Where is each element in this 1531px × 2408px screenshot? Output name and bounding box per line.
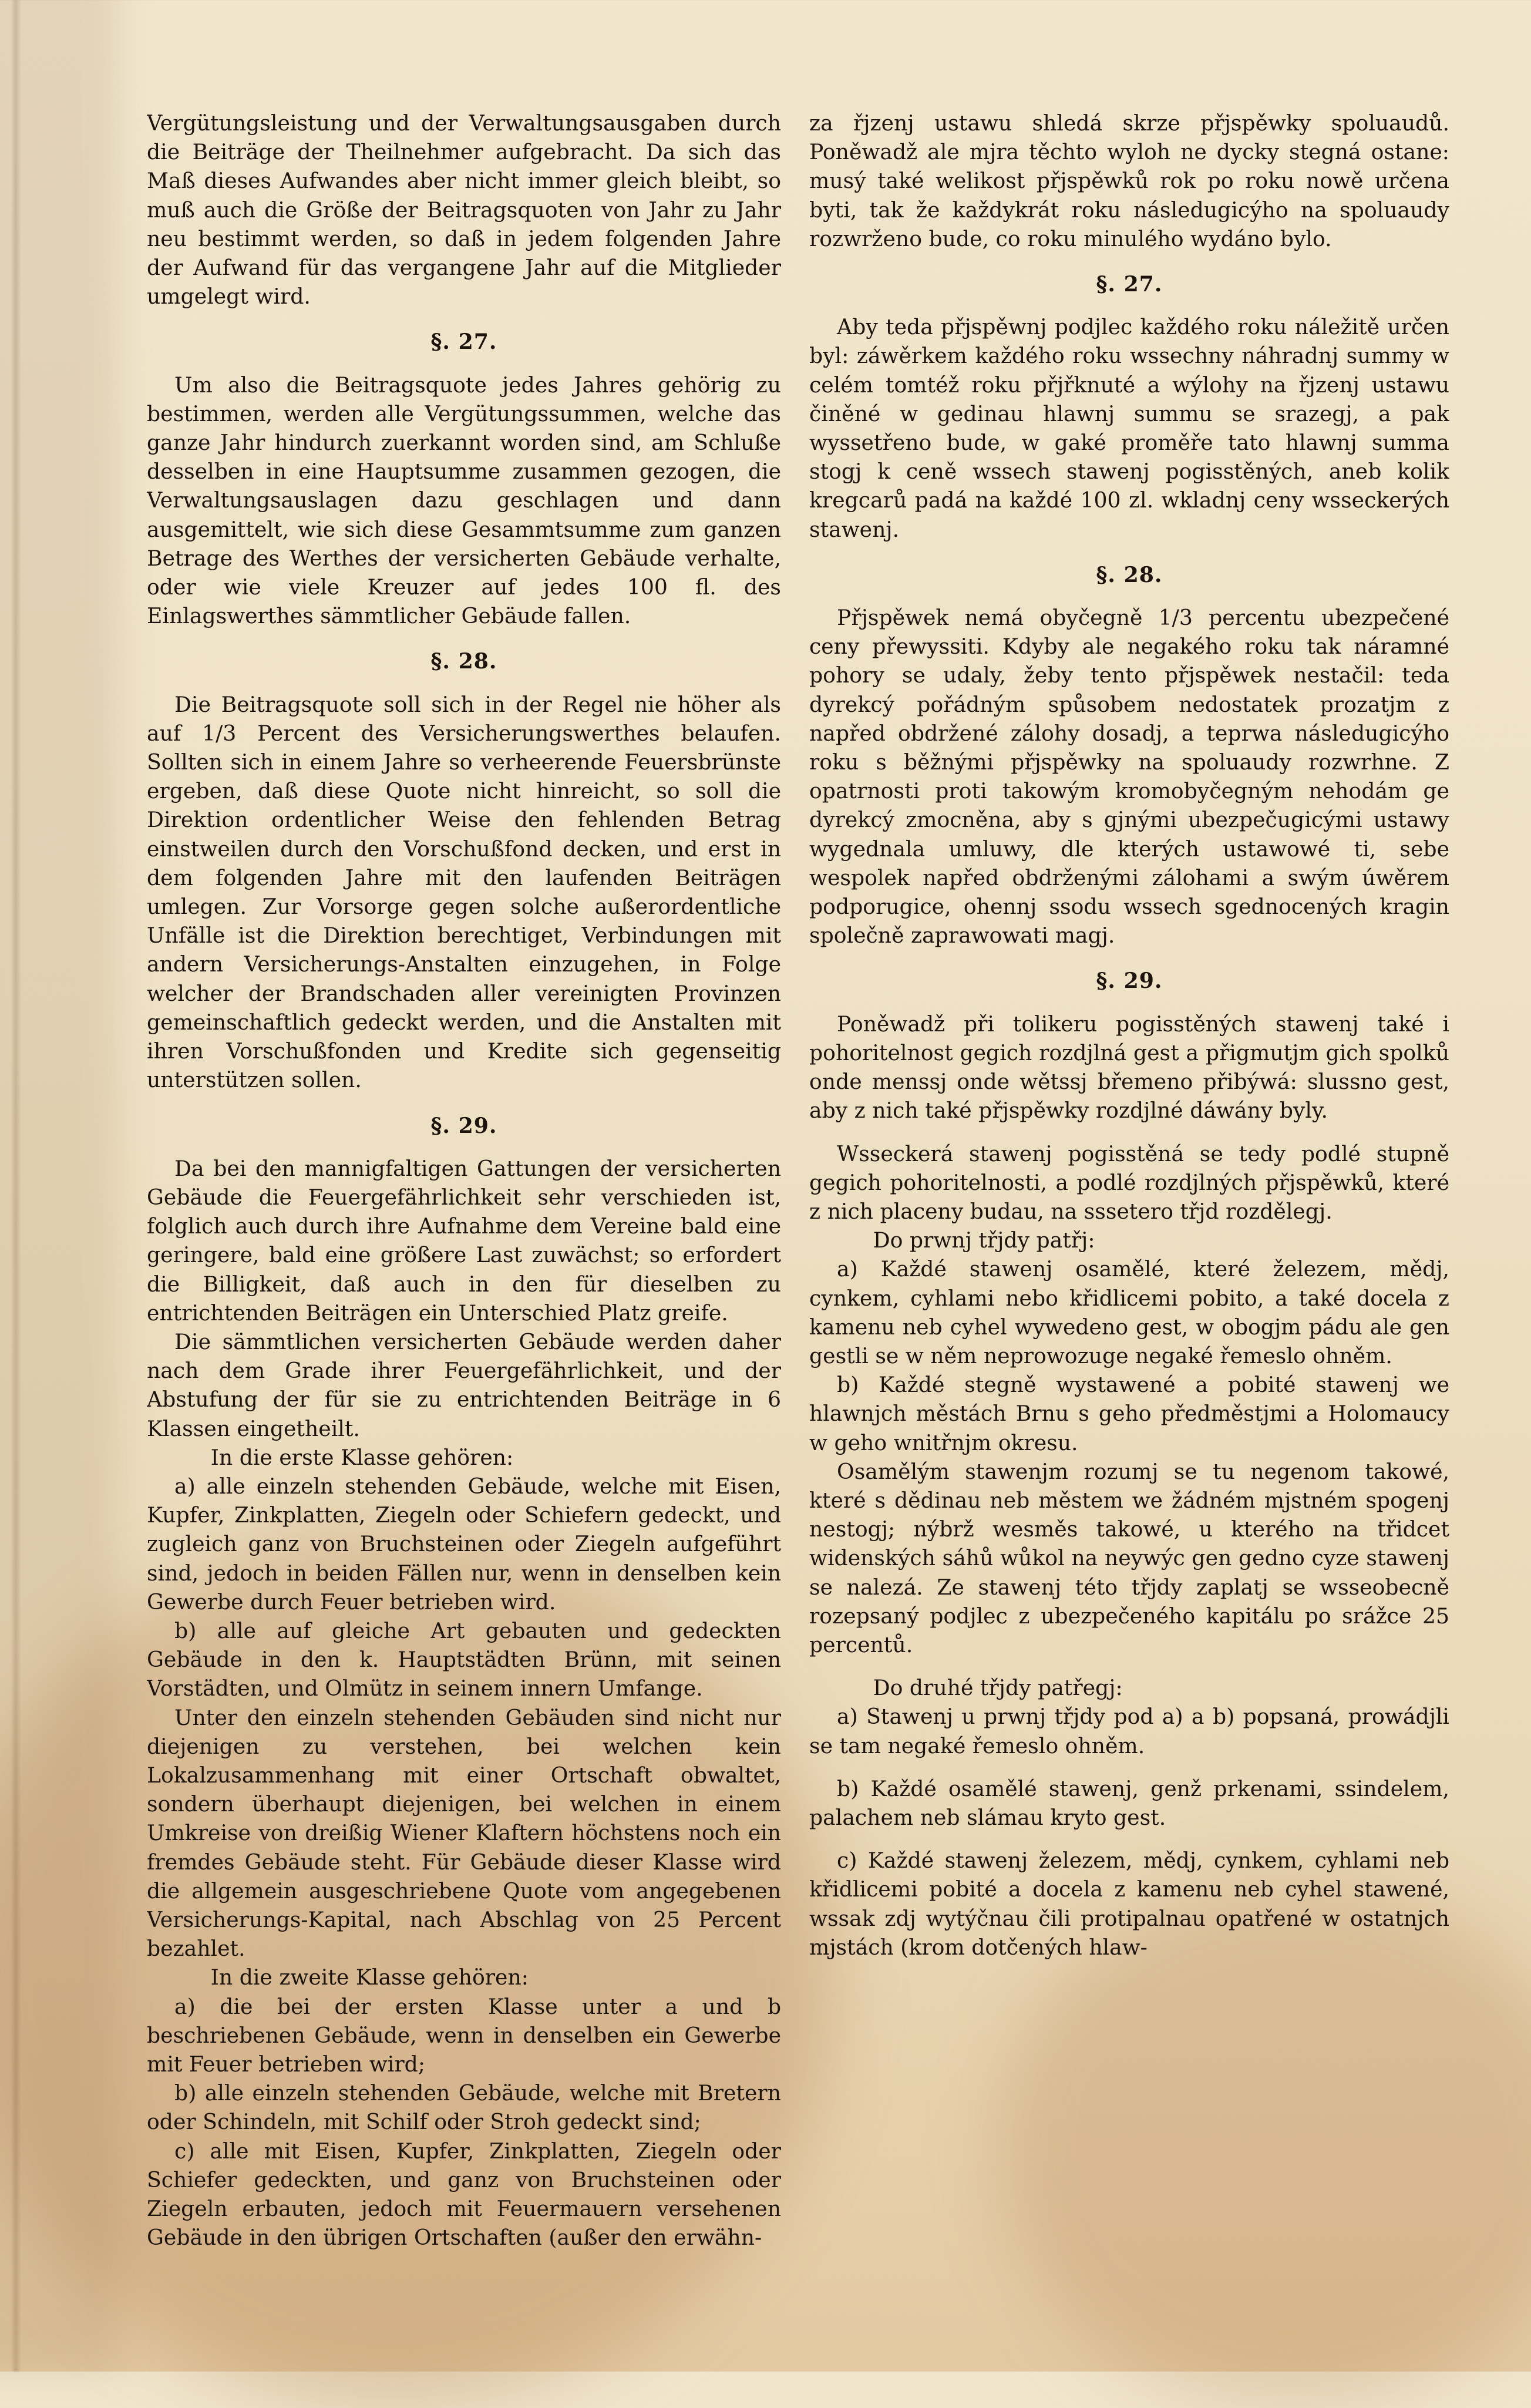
german-class-2-heading: In die zweite Klasse gehören: xyxy=(210,1965,529,1990)
czech-class-1-item-a: a) Každé stawenj osamělé, které železem, mědj, cynkem, cyhlami nebo křidlicemi pobito, a také docela z kamenu neb cyhel wywedeno gest, w obogjm pádu ale gen gestli se w něm neprowozuge negaké řemeslo ohněm. xyxy=(809,1256,1449,1368)
german-class-2-item-b: b) alle einzeln stehenden Gebäude, welche mit Bretern oder Schindeln, mit Schilf oder Stroh gedeckt sind; xyxy=(147,2080,781,2135)
czech-intro-paragraph: za řjzenj ustawu shledá skrze přjspěwky spoluaudů. Poněwadž ale mjra těchto wyloh ne dycky stegná ostane: musý také welikost přjspěwků rok po roku nowě určena byti, tak že každykrát roku následugicýho na spoluaudy rozwrženo bude, co roku minulého wydáno bylo. xyxy=(809,110,1449,251)
german-section-28-heading: §. 28. xyxy=(430,648,497,674)
german-class-1-heading: In die erste Klasse gehören: xyxy=(210,1444,514,1470)
german-class-1-item-b: b) alle auf gleiche Art gebauten und gedeckten Gebäude in den k. Hauptstädten Brünn, mit seinen Vorstädten, und Olmütz in seinem innern Umfange. xyxy=(147,1617,781,1701)
german-column xyxy=(147,109,781,2335)
czech-section-29-text-1: Poněwadž při tolikeru pogisstěných stawenj také i pohoritelnost gegich rozdjlná gest a přigmutjm gich spolků onde menssj onde wětssj břemeno přibýwá: slussno gest, aby z nich také přjspěwky rozdjlné dáwány byly. xyxy=(809,1011,1449,1124)
page-fold-line xyxy=(11,0,21,2372)
german-class-1-note: Unter den einzeln stehenden Gebäuden sind nicht nur diejenigen zu verstehen, bei welchen kein Lokalzusammenhang mit einer Ortschaft obwaltet, sondern überhaupt diejenigen, bei welchen in einem Umkreise von dreißig Wiener Klaftern höchstens noch ein fremdes Gebäude steht. Für Gebäude dieser Klasse wird die allgemein ausgeschriebene Quote vom angegebenen Versicherungs-Kapital, nach Abschlag von 25 Percent bezahlet. xyxy=(147,1704,781,1962)
czech-section-29-text-2: Wsseckerá stawenj pogisstěná se tedy podlé stupně gegich pohoritelnosti, a podlé rozdjlných přjspěwků, které z nich placeny budau, na sssetero třjd rozdělegj. xyxy=(809,1141,1449,1224)
german-class-2-item-a: a) die bei der ersten Klasse unter a und b beschriebenen Gebäude, wenn in denselben ein Gewerbe mit Feuer betrieben wird; xyxy=(147,1993,781,2077)
german-class-2-item-c: c) alle mit Eisen, Kupfer, Zinkplatten, Ziegeln oder Schiefer gedeckten, und ganz von Bruchsteinen oder Ziegeln erbauten, jedoch mit Feuermauern versehenen Gebäude in den übrigen Ortschaften (außer den erwähn- xyxy=(147,2138,781,2251)
czech-class-2-item-a: a) Stawenj u prwnj třjdy pod a) a b) popsaná, prowádjli se tam negaké řemeslo ohněm. xyxy=(809,1704,1449,1758)
spacer xyxy=(809,1659,1449,1673)
german-section-29-text-1: Da bei den mannigfaltigen Gattungen der versicherten Gebäude die Feuergefährlichkeit sehr verschieden ist, folglich auch durch ihre Aufnahme dem Vereine bald eine geringere, bald eine größere Last zuwächst; so erfordert die Billigkeit, daß auch in den für dieselben zu entrichtenden Beiträgen ein Unterschied Platz greife. xyxy=(147,1155,781,1326)
spacer xyxy=(809,1125,1449,1139)
german-section-27-heading: §. 27. xyxy=(430,329,497,355)
czech-section-27-text: Aby teda přjspěwnj podjlec každého roku náležitě určen byl: záwěrkem každého roku wssechny náhradnj summy w celém tomtéž roku přjřknuté a wýlohy na řjzenj ustawu činěné w gedinau hlawnj summu se srazegj, a pak wyssetřeno bude, w gaké proměře tato hlawnj summa stogj k ceně wssech stawenj pogisstěných, aneb kolik kregcarů padá na každé 100 zl. wkladnj ceny wsseckerých stawenj. xyxy=(809,314,1449,542)
spacer xyxy=(809,1760,1449,1774)
czech-section-28-text: Přjspěwek nemá obyčegně 1/3 percentu ubezpečené ceny přewyssiti. Kdyby ale negakého roku tak náramné pohory se udaly, žeby tento přjspěwek nestačil: teda dyrekcý pořádným spůsobem nedostatek prozatjm z napřed obdržené zálohy dosadj, a teprwa následugicýho roku s běžnými přjspěwky na spoluaudy rozwrhne. Z opatrnosti proti takowým kromobyčegným nehodám ge dyrekcý zmocněna, aby s gjnými ubezpečugicými ustawy wygednala umluwy, dle kterých ustawowé ti, sebe wespolek napřed obdrženými zálohami a swým úwěrem podporugice, ohennj ssodu wssech sgednocených kragin společně zaprawowati magj. xyxy=(809,605,1449,949)
czech-section-27-heading: §. 27. xyxy=(1096,271,1163,297)
czech-class-1-item-b: b) Každé stegně wystawené a pobité stawenj we hlawnjch městách Brnu s geho předměstjmi a Holomaucy w geho wnitřnjm okresu. xyxy=(809,1372,1449,1455)
czech-class-1-heading: Do prwnj třjdy patřj: xyxy=(873,1227,1095,1253)
czech-class-2-item-c: c) Každé stawenj železem, mědj, cynkem, cyhlami neb křidlicemi pobité a docela z kamenu neb cyhel stawené, wssak zdj wytýčnau čili protipalnau opatřené w ostatnjch mjstách (krom dotčených hlaw- xyxy=(809,1848,1449,1960)
spacer xyxy=(809,1832,1449,1846)
german-section-29-text-2: Die sämmtlichen versicherten Gebäude werden daher nach dem Grade ihrer Feuergefährlichkeit, und der Abstufung der für sie zu entrichtenden Beiträge in 6 Klassen eingetheilt. xyxy=(147,1329,781,1441)
german-intro-paragraph: Vergütungsleistung und der Verwaltungsausgaben durch die Beiträge der Theilnehmer aufgebracht. Da sich das Maß dieses Aufwandes aber nicht immer gleich bleibt, so muß auch die Größe der Beitragsquoten von Jahr zu Jahr neu bestimmt werden, so daß in jedem folgenden Jahre der Aufwand für das vergangene Jahr auf die Mitglieder umgelegt wird. xyxy=(147,110,781,310)
german-class-1-item-a: a) alle einzeln stehenden Gebäude, welche mit Eisen, Kupfer, Zinkplatten, Ziegeln oder Schiefern gedeckt, und zugleich ganz von Bruchsteinen oder Ziegeln aufgeführt sind, jedoch in beiden Fällen nur, wenn in denselben kein Gewerbe durch Feuer betrieben wird. xyxy=(147,1473,781,1615)
german-section-28-text: Die Beitragsquote soll sich in der Regel nie höher als auf 1/3 Percent des Versicherungswerthes belaufen. Sollten sich in einem Jahre so verheerende Feuersbrünste ergeben, daß diese Quote nicht hinreicht, so soll die Direktion ordentlicher Weise den fehlenden Betrag einstweilen durch den Vorschußfond decken, und erst in dem folgenden Jahre mit den laufenden Beiträgen umlegen. Zur Vorsorge gegen solche außerordentliche Unfälle ist die Direktion berechtiget, Verbindungen mit andern Versicherungs-Anstalten einzugehen, in Folge welcher der Brandschaden aller vereinigten Provinzen gemeinschaftlich gedeckt werden, und die Anstalten mit ihren Vorschußfonden und Kredite sich gegenseitig unterstützen sollen. xyxy=(147,691,781,1093)
czech-class-2-heading: Do druhé třjdy patřegj: xyxy=(873,1675,1123,1701)
czech-section-28-heading: §. 28. xyxy=(1096,561,1163,587)
german-section-29-heading: §. 29. xyxy=(430,1112,497,1138)
german-section-27-text: Um also die Beitragsquote jedes Jahres gehörig zu bestimmen, werden alle Vergütungssummen, welche das ganze Jahr hindurch zuerkannt worden sind, am Schluße desselben in eine Hauptsumme zusammen gezogen, die Verwaltungsauslagen dazu geschlagen und dann ausgemittelt, wie sich diese Gesammtsumme zum ganzen Betrage des Werthes der versicherten Gebäude verhalte, oder wie viele Kreuzer auf jedes 100 fl. des Einlagswerthes sämmtlicher Gebäude fallen. xyxy=(147,372,781,629)
czech-class-1-note: Osamělým stawenjm rozumj se tu negenom takowé, které s dědinau neb městem we žádném mjstném spogenj nestogj; nýbrž wesměs takowé, u kterého na třidcet widenských sáhů wůkol na neywýc gen gedno cyze stawenj se nalezá. Ze stawenj této třjdy zaplatj se wsseobecně rozepsaný podjlec z ubezpečeného kapitálu po srážce 25 percentů. xyxy=(809,1458,1449,1657)
czech-class-2-item-b: b) Každé osamělé stawenj, genž prkenami, ssindelem, palachem neb slámau kryto gest. xyxy=(809,1775,1449,1830)
czech-section-29-heading: §. 29. xyxy=(1096,968,1163,994)
czech-column xyxy=(809,109,1449,2335)
